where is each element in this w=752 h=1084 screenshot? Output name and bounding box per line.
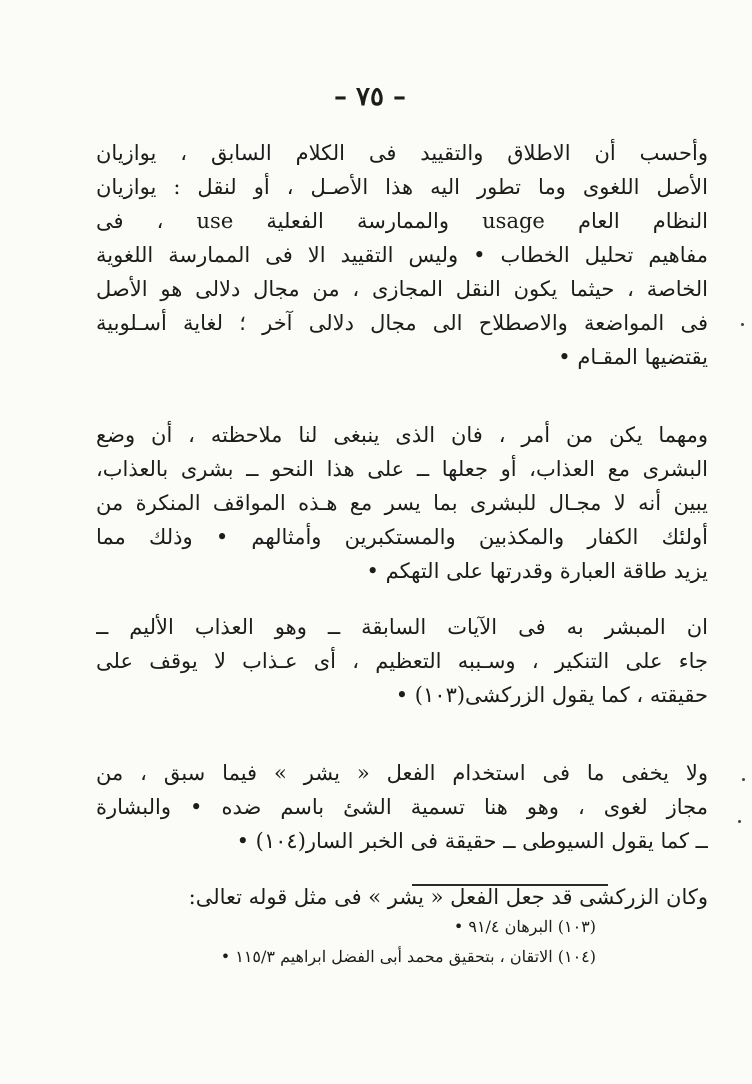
text-line: ــ كما يقول السيوطى ــ حقيقة فى الخبر السار(١٠٤) • [236,829,708,853]
text-line: أولئك الكفار والمكذبين والمستكبرين وأمثالهم • وذلك مما [96,525,708,549]
text-line: مجاز لغوى ، وهو هنا تسمية الشئ باسم ضده • والبشارة [96,795,708,819]
page-number: – ٧٥ – [333,82,407,112]
paragraph-4 [96,756,708,858]
text-line: حقيقته ، كما يقول الزركشى(١٠٣) • [395,683,708,707]
text-line: وكان الزركشى قد جعل الفعل « يشر » فى مثل قوله تعالى: [188,885,708,909]
margin-speck [741,323,744,326]
text-line: ان المبشر به فى الآيات السابقة ــ وهو العذاب الأليم ــ [96,615,708,639]
margin-speck [742,778,745,781]
text-line: وأحسب أن الاطلاق والتقييد فى الكلام السابق ، يوازيان [96,141,708,165]
footnote-104: (١٠٤) الاتقان ، بتحقيق محمد أبى الفضل ابراهيم ١١٥/٣ • [220,947,596,966]
footnote-103: (١٠٣) البرهان ٩١/٤ • [453,917,596,936]
text-line: النظام العام usage والممارسة الفعلية use ، فى [96,209,708,233]
text-line: جاء على التنكير ، وسـببه التعظيم ، أى عـذاب لا يوقف على [96,649,708,673]
body-text [96,136,708,914]
text-line: ولا يخفى ما فى استخدام الفعل « يشر » فيما سبق ، من [96,761,708,785]
paragraph-1 [96,136,708,374]
text-line: الخاصة ، حيثما يكون النقل المجازى ، من مجال دلالى هو الأصل [96,277,708,301]
text-line: يبين أنه لا مجـال للبشرى بما يسر مع هـذه المواقف المنكرة من [96,491,708,515]
footnote-divider [412,884,608,886]
margin-speck [738,820,741,823]
footnotes [96,912,596,972]
text-line: مفاهيم تحليل الخطاب • وليس التقييد الا فى الممارسة اللغوية [96,243,708,267]
text-line: ومهما يكن من أمر ، فان الذى ينبغى لنا ملاحظته ، أن وضع [96,423,708,447]
paragraph-3 [96,610,708,712]
paragraph-2 [96,418,708,588]
text-line: يقتضيها المقـام • [558,345,708,369]
text-line: فى المواضعة والاصطلاح الى مجال دلالى آخر ؛ لغاية أسـلوبية [96,311,708,335]
text-line: يزيد طاقة العبارة وقدرتها على التهكم • [366,559,708,583]
text-line: البشرى مع العذاب، أو جعلها ــ على هذا النحو ــ بشرى بالعذاب، [96,457,708,481]
paragraph-5 [96,880,708,914]
text-line: الأصل اللغوى وما تطور اليه هذا الأصـل ، أو لنقل : يوازيان [96,175,708,199]
